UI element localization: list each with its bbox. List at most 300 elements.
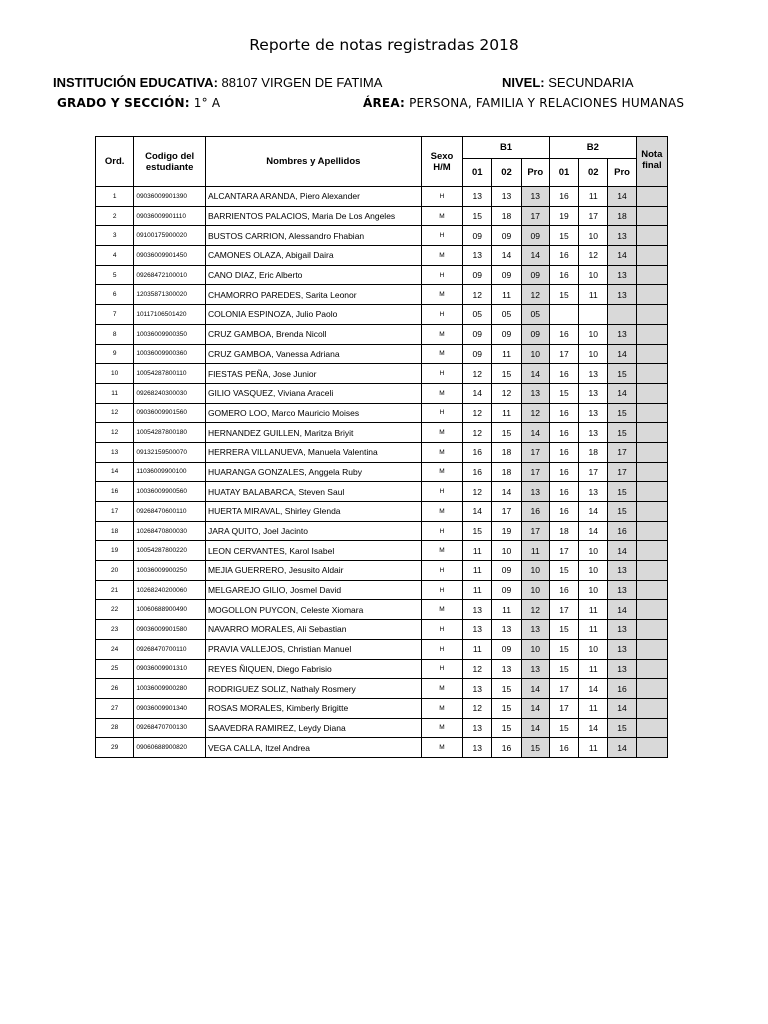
cell-b1-01: 12: [463, 423, 492, 443]
cell-b1-pro: 10: [521, 639, 549, 659]
cell-sex: M: [421, 423, 462, 443]
cell-b2-02: 10: [579, 324, 608, 344]
cell-b2-pro: 14: [608, 383, 636, 403]
cell-b1-pro: 15: [521, 738, 549, 758]
cell-nota-final: [636, 521, 667, 541]
cell-b2-02: 13: [579, 423, 608, 443]
header-b2-02: 02: [579, 159, 608, 187]
cell-code: 09060688900820: [134, 738, 206, 758]
cell-b2-01: 15: [549, 285, 578, 305]
cell-b1-02: 09: [492, 580, 521, 600]
cell-nota-final: [636, 738, 667, 758]
cell-b1-02: 09: [492, 265, 521, 285]
table-row: [96, 364, 668, 384]
cell-b2-pro: 13: [608, 285, 636, 305]
table-row: [96, 482, 668, 502]
cell-name: MEJIA GUERRERO, Jesusito Aldair: [205, 561, 421, 581]
cell-code: 10268470800030: [134, 521, 206, 541]
cell-code: 10036009900280: [134, 679, 206, 699]
cell-b1-02: 05: [492, 305, 521, 325]
cell-b2-02: 17: [579, 462, 608, 482]
cell-b2-02: 10: [579, 639, 608, 659]
cell-b1-pro: 12: [521, 403, 549, 423]
cell-b1-02: 10: [492, 541, 521, 561]
cell-name: CANO DIAZ, Eric Alberto: [205, 265, 421, 285]
cell-sex: M: [421, 600, 462, 620]
cell-nota-final: [636, 580, 667, 600]
cell-ord: 26: [96, 679, 134, 699]
cell-b2-01: 16: [549, 403, 578, 423]
cell-b2-pro: 13: [608, 561, 636, 581]
cell-b1-01: 09: [463, 226, 492, 246]
cell-b2-02: 10: [579, 265, 608, 285]
cell-name: PRAVIA VALLEJOS, Christian Manuel: [205, 639, 421, 659]
cell-b1-01: 14: [463, 383, 492, 403]
cell-sex: M: [421, 541, 462, 561]
header-sexo: Sexo H/M: [421, 137, 462, 187]
header-b2-01: 01: [549, 159, 578, 187]
cell-b1-01: 13: [463, 600, 492, 620]
cell-b2-01: 16: [549, 364, 578, 384]
cell-b2-pro: 17: [608, 462, 636, 482]
cell-b1-02: 18: [492, 206, 521, 226]
cell-b2-pro: 14: [608, 541, 636, 561]
cell-name: CRUZ GAMBOA, Vanessa Adriana: [205, 344, 421, 364]
cell-nota-final: [636, 206, 667, 226]
cell-code: 09036009901580: [134, 620, 206, 640]
cell-code: 09100175900020: [134, 226, 206, 246]
cell-b2-01: 15: [549, 639, 578, 659]
cell-b1-02: 11: [492, 600, 521, 620]
cell-b1-pro: 14: [521, 718, 549, 738]
cell-ord: 8: [96, 324, 134, 344]
cell-b1-02: 14: [492, 246, 521, 266]
cell-b2-01: 15: [549, 561, 578, 581]
cell-name: NAVARRO MORALES, Ali Sebastian: [205, 620, 421, 640]
cell-b2-pro: 14: [608, 187, 636, 207]
cell-b1-pro: 10: [521, 580, 549, 600]
cell-sex: H: [421, 659, 462, 679]
cell-sex: H: [421, 639, 462, 659]
cell-nota-final: [636, 305, 667, 325]
grade-section-value: 1° A: [193, 96, 221, 110]
cell-code: 09268240300030: [134, 383, 206, 403]
level-line: [502, 75, 634, 90]
cell-b1-01: 12: [463, 364, 492, 384]
cell-b2-02: 13: [579, 383, 608, 403]
cell-code: 09132159500070: [134, 442, 206, 462]
cell-nota-final: [636, 285, 667, 305]
cell-b1-01: 11: [463, 541, 492, 561]
header-b1-02: 02: [492, 159, 521, 187]
cell-ord: 6: [96, 285, 134, 305]
cell-sex: M: [421, 718, 462, 738]
cell-name: RODRIGUEZ SOLIZ, Nathaly Rosmery: [205, 679, 421, 699]
cell-ord: 11: [96, 383, 134, 403]
cell-sex: H: [421, 403, 462, 423]
table-row: [96, 344, 668, 364]
cell-name: MOGOLLON PUYCON, Celeste Xiomara: [205, 600, 421, 620]
cell-b1-01: 09: [463, 324, 492, 344]
header-b1-01: 01: [463, 159, 492, 187]
cell-code: 09036009901340: [134, 698, 206, 718]
cell-b2-02: 13: [579, 364, 608, 384]
cell-b1-pro: 14: [521, 364, 549, 384]
cell-b1-02: 11: [492, 344, 521, 364]
cell-b2-01: 19: [549, 206, 578, 226]
cell-name: SAAVEDRA RAMIREZ, Leydy Diana: [205, 718, 421, 738]
table-row: [96, 659, 668, 679]
cell-b1-02: 11: [492, 285, 521, 305]
cell-code: 10054287800110: [134, 364, 206, 384]
cell-nota-final: [636, 462, 667, 482]
cell-sex: M: [421, 738, 462, 758]
cell-b1-01: 13: [463, 679, 492, 699]
cell-code: 09036009901110: [134, 206, 206, 226]
cell-sex: M: [421, 246, 462, 266]
cell-b2-01: 16: [549, 187, 578, 207]
institution-label: INSTITUCIÓN EDUCATIVA:: [53, 75, 218, 90]
cell-ord: 27: [96, 698, 134, 718]
cell-b2-01: 15: [549, 620, 578, 640]
cell-b2-pro: 14: [608, 698, 636, 718]
cell-ord: 13: [96, 442, 134, 462]
cell-ord: 25: [96, 659, 134, 679]
cell-b1-01: 13: [463, 620, 492, 640]
cell-code: 10036009900350: [134, 324, 206, 344]
cell-nota-final: [636, 659, 667, 679]
cell-b2-pro: 14: [608, 738, 636, 758]
table-row: [96, 442, 668, 462]
cell-nota-final: [636, 403, 667, 423]
cell-b1-01: 13: [463, 246, 492, 266]
cell-b1-pro: 09: [521, 265, 549, 285]
header-b2: B2: [549, 137, 636, 159]
cell-sex: M: [421, 502, 462, 522]
cell-name: LEON CERVANTES, Karol Isabel: [205, 541, 421, 561]
cell-code: 09036009901390: [134, 187, 206, 207]
cell-code: 10117106501420: [134, 305, 206, 325]
area-value: PERSONA, FAMILIA Y RELACIONES HUMANAS: [409, 96, 685, 110]
cell-b2-pro: 18: [608, 206, 636, 226]
cell-nota-final: [636, 226, 667, 246]
cell-b2-pro: 14: [608, 600, 636, 620]
cell-ord: 10: [96, 364, 134, 384]
table-row: [96, 521, 668, 541]
cell-b2-pro: 15: [608, 482, 636, 502]
cell-b2-pro: 15: [608, 403, 636, 423]
cell-b2-01: 15: [549, 226, 578, 246]
cell-b1-pro: 12: [521, 285, 549, 305]
header-b1-pro: Pro: [521, 159, 549, 187]
area-line: [363, 96, 684, 110]
area-label: ÁREA:: [363, 96, 406, 110]
cell-nota-final: [636, 423, 667, 443]
cell-sex: M: [421, 206, 462, 226]
cell-b1-pro: 09: [521, 324, 549, 344]
cell-b2-pro: 13: [608, 265, 636, 285]
cell-ord: 17: [96, 502, 134, 522]
cell-code: 10036009900250: [134, 561, 206, 581]
cell-b2-02: 13: [579, 403, 608, 423]
cell-nota-final: [636, 344, 667, 364]
cell-name: HUERTA MIRAVAL, Shirley Glenda: [205, 502, 421, 522]
cell-nota-final: [636, 265, 667, 285]
cell-b2-01: 16: [549, 482, 578, 502]
cell-nota-final: [636, 383, 667, 403]
cell-b1-01: 13: [463, 718, 492, 738]
cell-b2-pro: 13: [608, 324, 636, 344]
cell-name: ALCANTARA ARANDA, Piero Alexander: [205, 187, 421, 207]
cell-b2-02: 14: [579, 521, 608, 541]
cell-sex: M: [421, 383, 462, 403]
cell-b2-02: 10: [579, 580, 608, 600]
cell-b1-02: 09: [492, 561, 521, 581]
cell-b2-pro: 17: [608, 442, 636, 462]
table-row: [96, 541, 668, 561]
cell-b1-01: 12: [463, 698, 492, 718]
cell-name: COLONIA ESPINOZA, Julio Paolo: [205, 305, 421, 325]
cell-b1-pro: 17: [521, 206, 549, 226]
header-codigo: Codigo del estudiante: [134, 137, 206, 187]
cell-b2-01: 15: [549, 659, 578, 679]
cell-ord: 2: [96, 206, 134, 226]
cell-b1-01: 11: [463, 580, 492, 600]
grade-section-line: [57, 96, 220, 110]
cell-sex: M: [421, 698, 462, 718]
cell-nota-final: [636, 600, 667, 620]
cell-b2-02: 10: [579, 344, 608, 364]
cell-b1-pro: 14: [521, 698, 549, 718]
cell-b2-02: 18: [579, 442, 608, 462]
level-label: NIVEL:: [502, 75, 545, 90]
cell-b2-02: 11: [579, 600, 608, 620]
cell-name: CAMONES OLAZA, Abigail Daira: [205, 246, 421, 266]
cell-b1-01: 13: [463, 187, 492, 207]
cell-b1-01: 16: [463, 462, 492, 482]
cell-b1-pro: 17: [521, 521, 549, 541]
cell-nota-final: [636, 364, 667, 384]
cell-b2-02: 10: [579, 541, 608, 561]
cell-ord: 3: [96, 226, 134, 246]
cell-code: 09036009901310: [134, 659, 206, 679]
cell-sex: H: [421, 364, 462, 384]
cell-b1-02: 19: [492, 521, 521, 541]
cell-sex: H: [421, 187, 462, 207]
cell-code: 09268472100010: [134, 265, 206, 285]
cell-name: JARA QUITO, Joel Jacinto: [205, 521, 421, 541]
cell-nota-final: [636, 718, 667, 738]
grades-table: [95, 136, 668, 758]
cell-code: 09268470700110: [134, 639, 206, 659]
table-row: [96, 187, 668, 207]
cell-b2-02: 14: [579, 502, 608, 522]
cell-code: 10054287800220: [134, 541, 206, 561]
cell-b2-02: 10: [579, 561, 608, 581]
cell-b1-02: 13: [492, 620, 521, 640]
cell-b2-pro: 16: [608, 679, 636, 699]
cell-b1-pro: 12: [521, 600, 549, 620]
cell-b1-01: 15: [463, 521, 492, 541]
table-row: [96, 403, 668, 423]
table-row: [96, 718, 668, 738]
cell-b1-02: 11: [492, 403, 521, 423]
table-row: [96, 639, 668, 659]
cell-b2-pro: 15: [608, 502, 636, 522]
cell-b1-pro: 16: [521, 502, 549, 522]
cell-b2-01: 15: [549, 383, 578, 403]
cell-b1-01: 14: [463, 502, 492, 522]
cell-b2-01: 17: [549, 344, 578, 364]
cell-code: 09268470700130: [134, 718, 206, 738]
cell-b2-01: 16: [549, 580, 578, 600]
cell-b2-01: 17: [549, 679, 578, 699]
cell-code: 12035871300020: [134, 285, 206, 305]
level-value: SECUNDARIA: [548, 75, 634, 90]
cell-nota-final: [636, 324, 667, 344]
cell-b2-02: 11: [579, 187, 608, 207]
cell-b1-02: 17: [492, 502, 521, 522]
cell-code: 10036009900560: [134, 482, 206, 502]
header-nombres: Nombres y Apellidos: [205, 137, 421, 187]
cell-b2-pro: 13: [608, 659, 636, 679]
cell-b2-01: 17: [549, 541, 578, 561]
cell-b1-02: 14: [492, 482, 521, 502]
cell-b1-01: 11: [463, 561, 492, 581]
cell-code: 10268240200060: [134, 580, 206, 600]
cell-name: GOMERO LOO, Marco Mauricio Moises: [205, 403, 421, 423]
table-row: [96, 246, 668, 266]
cell-sex: H: [421, 305, 462, 325]
cell-b1-02: 18: [492, 442, 521, 462]
cell-b2-02: 11: [579, 698, 608, 718]
cell-b2-01: 18: [549, 521, 578, 541]
table-row: [96, 502, 668, 522]
cell-sex: H: [421, 482, 462, 502]
cell-sex: M: [421, 462, 462, 482]
cell-b2-02: 12: [579, 246, 608, 266]
table-row: [96, 226, 668, 246]
cell-b2-pro: 15: [608, 718, 636, 738]
cell-b2-01: 16: [549, 462, 578, 482]
cell-nota-final: [636, 639, 667, 659]
cell-nota-final: [636, 442, 667, 462]
cell-b2-pro: 13: [608, 226, 636, 246]
cell-b1-pro: 13: [521, 482, 549, 502]
cell-b2-pro: 14: [608, 246, 636, 266]
cell-ord: 21: [96, 580, 134, 600]
header-b2-pro: Pro: [608, 159, 636, 187]
cell-b1-pro: 13: [521, 659, 549, 679]
cell-nota-final: [636, 246, 667, 266]
cell-b2-01: [549, 305, 578, 325]
cell-b2-pro: 15: [608, 364, 636, 384]
cell-sex: H: [421, 620, 462, 640]
cell-b2-02: 14: [579, 718, 608, 738]
table-row: [96, 561, 668, 581]
grade-rows: [96, 187, 668, 758]
cell-b2-pro: 16: [608, 521, 636, 541]
cell-b1-pro: 13: [521, 187, 549, 207]
cell-b1-01: 11: [463, 639, 492, 659]
cell-b1-02: 15: [492, 718, 521, 738]
cell-name: HUATAY BALABARCA, Steven Saul: [205, 482, 421, 502]
cell-b1-pro: 14: [521, 423, 549, 443]
cell-b1-01: 15: [463, 206, 492, 226]
cell-b2-pro: 14: [608, 344, 636, 364]
cell-name: GILIO VASQUEZ, Viviana Araceli: [205, 383, 421, 403]
table-row: [96, 305, 668, 325]
cell-b1-pro: 14: [521, 246, 549, 266]
cell-ord: 22: [96, 600, 134, 620]
cell-ord: 19: [96, 541, 134, 561]
cell-b2-02: [579, 305, 608, 325]
cell-ord: 28: [96, 718, 134, 738]
cell-b1-pro: 09: [521, 226, 549, 246]
cell-sex: H: [421, 561, 462, 581]
cell-sex: H: [421, 521, 462, 541]
cell-b1-02: 13: [492, 659, 521, 679]
cell-code: 10036009900360: [134, 344, 206, 364]
table-row: [96, 580, 668, 600]
cell-name: BUSTOS CARRION, Alessandro Fhabian: [205, 226, 421, 246]
cell-b1-01: 09: [463, 344, 492, 364]
table-row: [96, 383, 668, 403]
cell-b2-01: 16: [549, 324, 578, 344]
cell-b1-pro: 14: [521, 679, 549, 699]
cell-b1-02: 15: [492, 423, 521, 443]
cell-nota-final: [636, 482, 667, 502]
cell-b2-02: 14: [579, 679, 608, 699]
cell-code: 11036009900100: [134, 462, 206, 482]
cell-b2-02: 11: [579, 738, 608, 758]
cell-name: HERNANDEZ GUILLEN, Maritza Briyit: [205, 423, 421, 443]
cell-ord: 16: [96, 482, 134, 502]
cell-b2-02: 17: [579, 206, 608, 226]
cell-b1-pro: 17: [521, 462, 549, 482]
cell-b2-02: 11: [579, 659, 608, 679]
cell-code: 09036009901450: [134, 246, 206, 266]
cell-nota-final: [636, 187, 667, 207]
table-row: [96, 679, 668, 699]
cell-b2-pro: 13: [608, 620, 636, 640]
table-row: [96, 285, 668, 305]
cell-b2-02: 11: [579, 620, 608, 640]
cell-sex: H: [421, 226, 462, 246]
cell-b2-01: 16: [549, 502, 578, 522]
cell-ord: 14: [96, 462, 134, 482]
cell-ord: 29: [96, 738, 134, 758]
cell-b1-02: 09: [492, 639, 521, 659]
cell-b1-01: 12: [463, 285, 492, 305]
cell-ord: 7: [96, 305, 134, 325]
cell-b2-01: 16: [549, 423, 578, 443]
institution-value: 88107 VIRGEN DE FATIMA: [221, 75, 383, 90]
report-title: Reporte de notas registradas 2018: [249, 36, 519, 54]
cell-sex: H: [421, 580, 462, 600]
cell-b2-01: 17: [549, 698, 578, 718]
cell-code: 09268470600110: [134, 502, 206, 522]
table-row: [96, 324, 668, 344]
cell-ord: 1: [96, 187, 134, 207]
cell-nota-final: [636, 502, 667, 522]
header-nota-final: Nota final: [636, 137, 667, 187]
cell-sex: H: [421, 265, 462, 285]
table-row: [96, 600, 668, 620]
cell-b1-02: 09: [492, 226, 521, 246]
cell-b1-pro: 11: [521, 541, 549, 561]
cell-ord: 20: [96, 561, 134, 581]
